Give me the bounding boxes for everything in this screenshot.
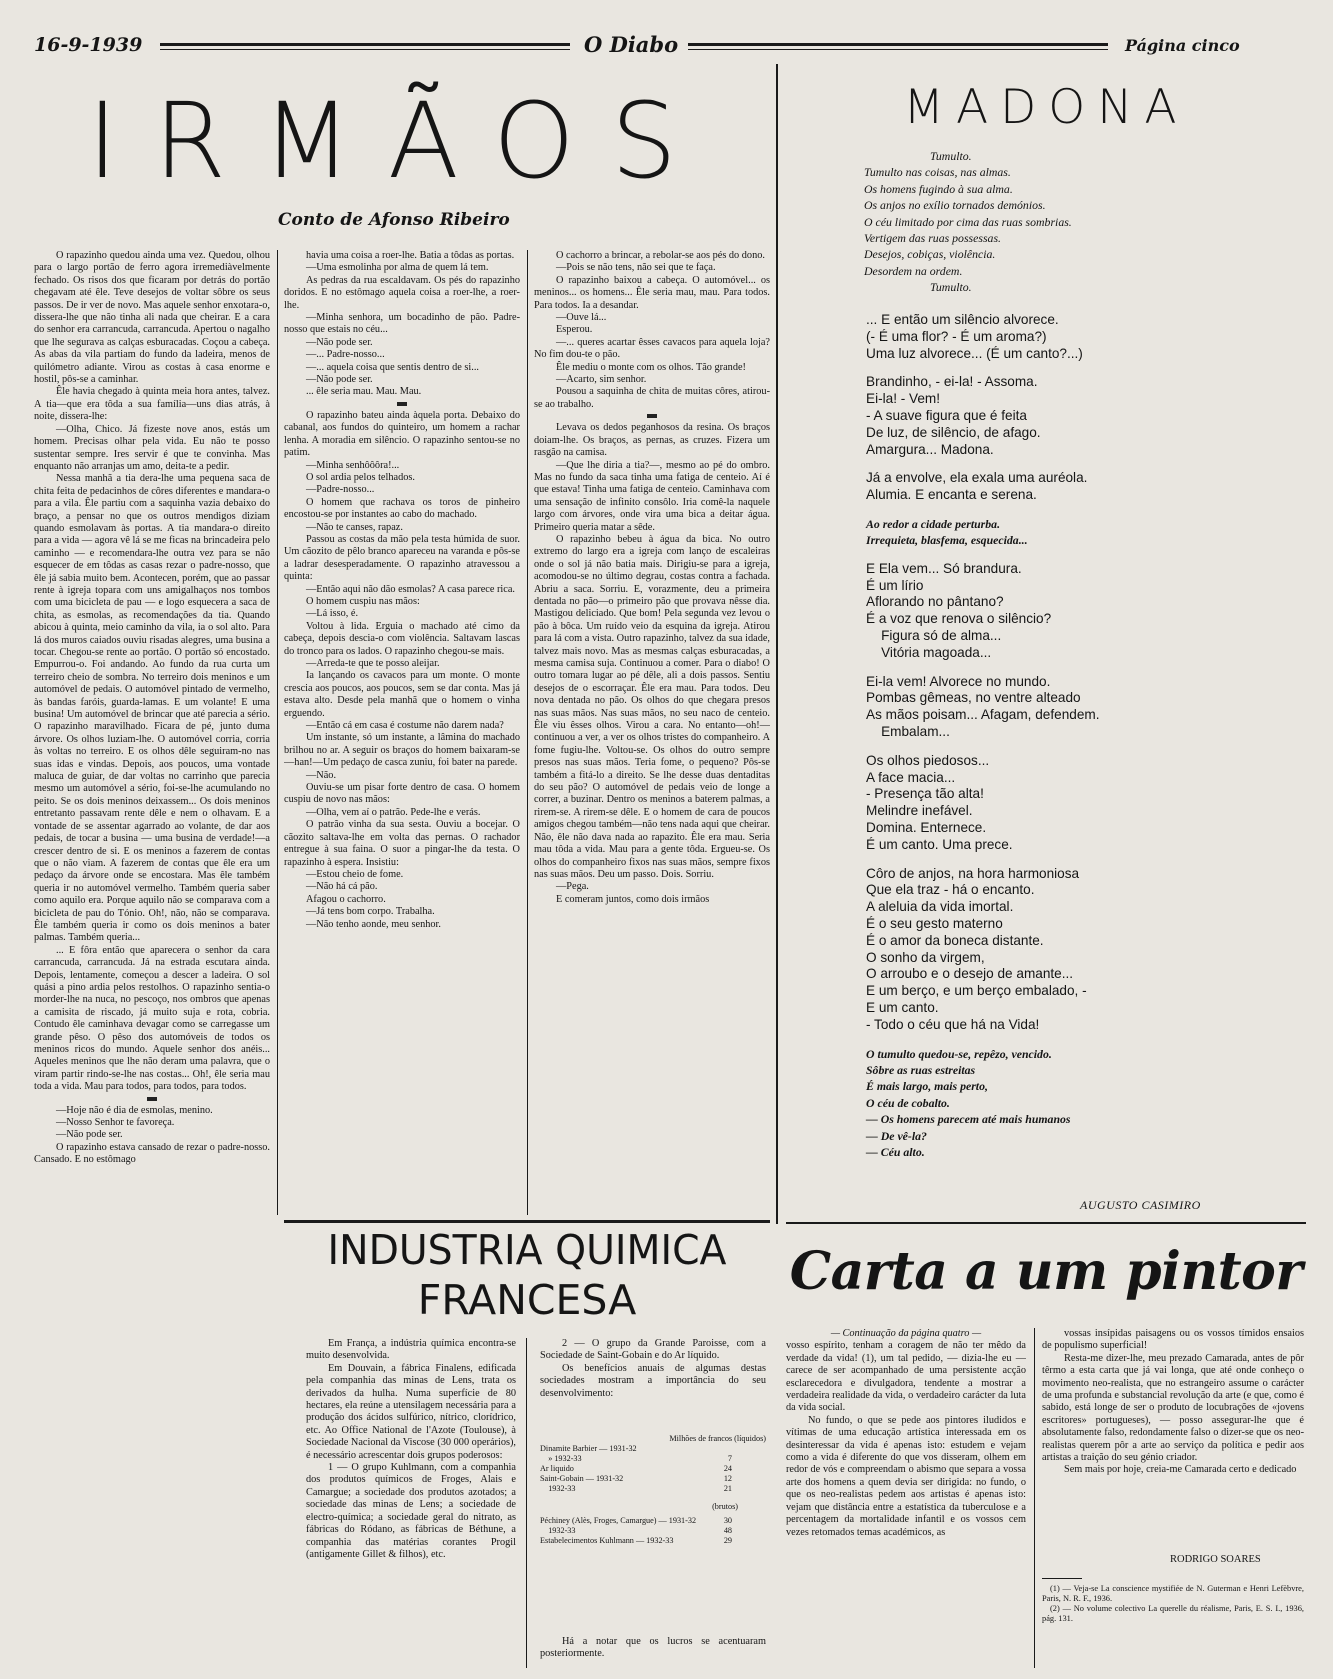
- verse-line: - A suave figura que é feita: [866, 407, 1027, 423]
- madona-author: AUGUSTO CASIMIRO: [1080, 1198, 1201, 1212]
- verse-line: Irrequieta, blasfema, esquecida...: [866, 533, 1028, 548]
- verse-line: É a voz que renova o silêncio?: [866, 611, 1052, 627]
- paragraph: —Não tenho aonde, meu senhor.: [306, 918, 441, 930]
- stanza: [866, 516, 1306, 549]
- footnote: (1) — Veja-se La conscience mystifiée de N. Guterman e Henri Lefèbvre, Paris, N. R. F., 1936.: [1042, 1584, 1304, 1603]
- table-row: [540, 1454, 766, 1464]
- row-label: Ar liquido: [540, 1464, 574, 1473]
- carta-footnotes: [1042, 1584, 1304, 1624]
- verse-line: Aflorando no pântano?: [866, 594, 1004, 610]
- verse-line: — Os homens parecem até mais humanos: [866, 1112, 1071, 1127]
- verse-line: É o amor da boneca distante.: [866, 932, 1044, 948]
- carta-signature: RODRIGO SOARES: [1170, 1554, 1261, 1565]
- verse-line: Côro de anjos, na hora harmoniosa: [866, 865, 1080, 881]
- verse-line: Que ela traz - há o encanto.: [866, 882, 1035, 898]
- paragraph: —Hoje não é dia de esmolas, menino.: [56, 1104, 213, 1116]
- row-value: 48: [723, 1526, 732, 1535]
- paragraph: —Minha senhôôôra!...: [306, 459, 400, 471]
- verse-line: É mais largo, mais perto,: [866, 1079, 988, 1094]
- paragraph: —... queres acartar êsses cavacos para aquela loja? No fim dou-te o pão.: [534, 336, 770, 361]
- stanza: [866, 1046, 1306, 1161]
- row-label: Estabelecimentos Kuhlmann — 1932-33: [540, 1536, 674, 1545]
- verse-line: E Ela vem... Só brandura.: [866, 560, 1022, 576]
- verse-line: Uma luz alvorece... (É um canto?...): [866, 345, 1083, 361]
- paragraph: havia uma coisa a roer-lhe. Batia a tôdas as portas.: [306, 250, 515, 261]
- vertical-divider: [776, 64, 778, 1224]
- verse-line: O sonho da virgem,: [866, 949, 985, 965]
- carta-column-2: [1042, 1328, 1304, 1608]
- verse-line: E um canto.: [866, 999, 939, 1015]
- paragraph: O rapazinho baixou a cabeça. O automóvel... os meninos... os homens... Êle seria mau, mau. Para todos. Para todos. Ia a desandar.: [534, 274, 770, 311]
- paragraph: vosso espírito, tenham a coragem de não ter mêdo da verdade da vida! (1), um tal pedido, — dizia-lhe eu — carece de ser acompanhado de uma persistente acção esclarecedora e divulgadora, tendente a mostrar a verdadeira realidade da vida, o verdadeiro carácter da luta da vida social.: [786, 1340, 1026, 1414]
- verse-line: Tumulto.: [930, 149, 972, 163]
- section-separator: [397, 402, 407, 406]
- paragraph: —Pega.: [556, 881, 589, 893]
- verse-line: E um berço, e um berço embalado, -: [866, 983, 1087, 999]
- verse-line: Domina. Enternece.: [866, 819, 987, 835]
- verse-line: Tumulto.: [930, 280, 972, 295]
- verse-line: Pombas gêmeas, no ventre alteado: [866, 690, 1081, 706]
- paragraph: —Não pode ser.: [306, 336, 373, 348]
- industria-column-2: [540, 1338, 766, 1448]
- paragraph: —Acarto, sim senhor.: [556, 374, 647, 386]
- industria-footer: [540, 1636, 766, 1666]
- verse-line: - Presença tão alta!: [866, 786, 984, 802]
- industria-title-line1: INDUSTRIA QUIMICA: [327, 1226, 727, 1274]
- industria-top-rule: [284, 1220, 770, 1223]
- paragraph: No fundo, o que se pede aos pintores iludidos e vítimas de uma educação artística interessada em os desinteressar da vida é apenas isto: estudem e vejam como a vida é diferente do que vos disseram, olhem em redor de vós e compreendam o abismo que separa a vossa arte dos homens a quem devia ser dirigida: no fundo, o que os neo-realistas pedem aos artistas é apenas isto: vejam que distância entre a estatística da tuberculose e a percentagem da mortalidade infantil e os vossos cem vezes retomados temas académicos, as: [786, 1414, 1026, 1538]
- masthead-title: O Diabo: [584, 32, 679, 57]
- verse-line: — De vê-la?: [866, 1128, 927, 1143]
- paragraph: —Padre-nosso...: [306, 484, 375, 496]
- carta-top-rule: [786, 1222, 1306, 1224]
- madona-intro-stanza: [864, 148, 1304, 296]
- verse-line: O céu limitado por cima das ruas sombrias.: [864, 214, 1072, 229]
- paragraph: —Lá isso, é.: [306, 608, 359, 620]
- verse-line: Ei-la vem! Alvorece no mundo.: [866, 673, 1051, 689]
- paragraph: —Então aqui não dão esmolas? A casa parece rica.: [306, 583, 515, 595]
- row-value: [732, 1444, 766, 1454]
- paragraph: —Uma esmolinha por alma de quem lá tem.: [306, 262, 489, 274]
- paragraph: —Não pode ser.: [56, 1129, 123, 1141]
- notes-rule: [1042, 1578, 1082, 1579]
- stanza: [866, 470, 1306, 504]
- header-rule-right: [688, 43, 1108, 46]
- paragraph: Afagou o cachorro.: [306, 893, 386, 905]
- paragraph: —Então cá em casa é costume não darem nada?: [306, 720, 504, 732]
- paragraph: Voltou à lida. Erguia o machado até cimo da cabeça, depois descia-o com violência. Saltavam lascas do tronco para os lados. O rapazinho chegou-se mais.: [284, 620, 520, 657]
- verse-line: Ei-la! - Vem!: [866, 391, 941, 407]
- row-label: » 1932-33: [540, 1454, 582, 1463]
- table-row: [540, 1516, 766, 1526]
- paragraph: —Não pode ser.: [306, 374, 373, 386]
- paragraph: Levava os dedos peganhosos da resina. Os braços doiam-lhe. Os braços, as pernas, as cruzes. Fizera um rasgão na camisa.: [534, 422, 770, 459]
- verse-line: ... E então um silêncio alvorece.: [866, 312, 1059, 327]
- paragraph: —... aquela coisa que sentis dentro de si...: [306, 361, 480, 373]
- paragraph: Pousou a saquinha de chita de muitas côres, atirou-se ao trabalho.: [534, 386, 770, 410]
- continuation-note: — Continuação da página quatro —: [830, 1328, 982, 1339]
- verse-line: É o seu gesto materno: [866, 915, 1003, 931]
- paragraph: O homem cuspiu nas mãos:: [306, 595, 420, 607]
- paragraph: Ia lançando os cavacos para um monte. O monte crescia aos poucos, aos poucos, sem se dar conta. Mas já estava alto. Desde pela manhã que o homem o vinha erguendo.: [284, 670, 520, 719]
- row-value: 21: [723, 1484, 732, 1493]
- row-label: Péchiney (Alès, Froges, Camargue) — 1931-32: [540, 1516, 697, 1525]
- paragraph: O cachorro a brincar, a rebolar-se aos pés do dono.: [556, 250, 765, 261]
- paragraph: —... Padre-nosso...: [306, 349, 385, 361]
- verse-line: - Todo o céu que há na Vida!: [866, 1016, 1040, 1032]
- paragraph: Esperou.: [556, 324, 593, 336]
- paragraph: As pedras da rua escaldavam. Os pés do rapazinho doridos. E no estômago aquela coisa a roer-lhe, a roer-lhe.: [284, 274, 520, 311]
- paragraph: —Não há cá pão.: [306, 881, 378, 893]
- table-row: [540, 1526, 766, 1536]
- verse-line: Já a envolve, ela exala uma auréola.: [866, 470, 1088, 486]
- paragraph: Em França, a indústria química encontra-se muito desenvolvida.: [306, 1338, 516, 1362]
- verse-line: Alumia. E encanta e serena.: [866, 487, 1037, 503]
- paragraph: E comeram juntos, como dois irmãos: [556, 893, 710, 905]
- madona-title: MADONA: [903, 80, 1189, 135]
- verse-line: A aleluia da vida imortal.: [866, 899, 1014, 915]
- industria-profits-table: [540, 1434, 766, 1546]
- verse-line: Os anjos no exílio tornados demónios.: [864, 198, 1046, 213]
- verse-line: Desordem na ordem.: [864, 263, 963, 278]
- table-subheader: (brutos): [712, 1502, 738, 1511]
- madona-verses: [866, 312, 1306, 1172]
- paragraph: O patrão vinha da sua sesta. Ouviu a bocejar. O cãozito saltava-lhe em volta das pernas. O rachador entregue à sua faina. O suor a pingar-lhe da testa. O rapazinho à espera. Insistiu:: [284, 819, 520, 868]
- paragraph: Sem mais por hoje, creia-me Camarada certo e dedicado: [1064, 1464, 1297, 1476]
- industria-column-1: [306, 1338, 516, 1668]
- paragraph: Êle mediu o monte com os olhos. Tão grande!: [556, 361, 746, 373]
- column-rule: [527, 250, 528, 1215]
- carta-column-1: [786, 1328, 1026, 1668]
- row-label: 1932-33: [540, 1526, 576, 1535]
- row-label: Saint-Gobain — 1931-32: [540, 1474, 624, 1483]
- page-number: Página cinco: [1125, 36, 1240, 55]
- paragraph: —Nosso Senhor te favoreça.: [56, 1117, 175, 1129]
- paragraph: Em Douvain, a fábrica Finalens, edificada pela companhia das minas de Lens, trata os derivados da hulha. Numa superfície de 80 hectares, ela reúne a utensilagem necessária para a produção dos ácidos sulfúrico, nítrico, clorídrico, etc. Ao Office National de l'Azote (Toulouse), à Sociedade Nacional da Viscose (30 000 operários), é necessário acrescentar dois grupos poderosos:: [306, 1362, 516, 1461]
- verse-line: É um lírio: [866, 577, 924, 593]
- section-separator: [647, 414, 657, 418]
- footnote: (2) — No volume colectivo La querelle du réalisme, Paris, E. S. I., 1936, pág. 131.: [1042, 1604, 1304, 1623]
- paragraph: —Não te canses, rapaz.: [306, 521, 403, 533]
- verse-line: Vertigem das ruas possessas.: [864, 231, 1001, 246]
- verse-line: O arroubo e o desejo de amante...: [866, 966, 1074, 982]
- industria-footer-text: Há a notar que os lucros se acentuaram posteriormente.: [540, 1636, 766, 1660]
- verse-line: Sôbre as ruas estreitas: [866, 1062, 976, 1077]
- row-label: 1932-33: [540, 1484, 576, 1493]
- verse-line: Ao redor a cidade perturba.: [866, 516, 1001, 531]
- irmaos-byline: Conto de Afonso Ribeiro: [278, 210, 510, 230]
- paragraph: —Pois se não tens, não sei que te faça.: [556, 262, 716, 274]
- verse-line: Melindre inefável.: [866, 803, 973, 819]
- paragraph: —Não.: [306, 769, 337, 781]
- verse-line: — Céu alto.: [866, 1144, 925, 1159]
- verse-line: Amargura... Madona.: [866, 441, 994, 457]
- verse-line: Embalam...: [866, 723, 950, 739]
- irmaos-column-1: [34, 250, 270, 1670]
- stanza: [866, 866, 1306, 1034]
- paragraph: Nessa manhã a tia dera-lhe uma pequena saca de chita feita de pedacinhos de côres diferentes e mandara-o para a vila. Êle partiu com a saquinha vazia debaixo do braço, a pensar no que os outros mendigos diziam quando esmolavam às portas. A tia mandara-o direito para a vida — agora vê lá se me ficas na brincadeira pelo caminho — e recomendara-lhe outra vez para se não esquecer de em tôdas as casas rezar o padre-nosso, que êle já sabia muito bem. Acontecen, porém, que ao passar rente à igreja topara com uns amigalhaços nos tombos com uma bicicleta de pau — e logo esquecera a saca de chita, as esmolas, as recomendações da tia. Quando abicou à quinta, meio caminho da vila, ia o sol alto. Para lá dos muros caiados ouviu risadas alegres, uma busina a tocar. Chegou-se rente ao portão. O portão só encostado. Empurrou-o. Foi andando. Ao fundo da rua curta um terreiro cheio de sombra. No terreiro dois meninos e um automóvel de pedais. O automóvel pintado de vermelho, às bandas faróis, guarda-lamas. E um volante! E uma busina! Um automóvel de brincar que até parecia a sério. O rapazinho maravilhado. Ficara de pé, junto duma árvore. Os olhos luziam-lhe. O automóvel corria, corria às voltas no terreiro. E os olhos dêle seguiram-no nas suas idas e vindas. Depois, aos poucos, uma vontade maluca de guiar, de dar voltas no carrinho que parecia mesmo um automóvel a sério, foi-se-lhe acumulando no peito. Se os dois meninos deixassem... Os dois meninos entretanto passavam rente dêle e nem o olhavam. E a vontade de se assentar agarrado ao volante, de dar aos pedais, de tocar a busina — uma busina de verdade!—a crescer dentro de si. E os meninos a fazerem de contas que o não viam. A fazerem de contas que êle era um pedaço da árvore onde se encostara. Mas êle também queria ir no automóvel vermelho. Também queria saber como aquilo era. Porque aquilo não se comparava com a bicicleta de pau do Tónio. Oh!, não, não se comparava. Êle também queria ir como os dois meninos a bater palmas. Também queria...: [34, 473, 270, 944]
- verse-line: A face macia...: [866, 769, 956, 785]
- table-row: [540, 1474, 766, 1484]
- stanza: [866, 561, 1306, 662]
- header-rule-right-thin: [688, 49, 1108, 50]
- paragraph: ... E fôra então que aparecera o senhor da cara carrancuda, carrancuda. Já na estrada escutara ainda. Depois, lentamente, começou a descer a ladeira. O sol quási a pino ardia pelos restolhos. O rapazinho sentia-o morder-lhe na nuca, no pescoço, nos ombros que apenas a camisita de riscado, já muito suja e rota, cobria. Contudo êle caminhava devagar como se carregasse um grande pêso. O pêso dos automóveis de todos os meninos ricos do mundo. Aquele senhor dos anéis... Aqueles meninos que lhe não deram uma palavra, que o viram partir rindo-se-lhe nas costas... Oh!, êle seria mau toda a vida. Mau para todos, para todos, para todos.: [34, 944, 270, 1093]
- verse-line: As mãos poisam... Afagam, defendem.: [866, 707, 1100, 723]
- column-rule: [277, 250, 278, 1215]
- irmaos-column-3: [534, 250, 770, 1216]
- verse-line: Desejos, cobiças, violência.: [864, 247, 996, 262]
- irmaos-title: IRMÃOS: [87, 80, 713, 202]
- paragraph: Ouviu-se um pisar forte dentro de casa. O homem cuspiu de novo nas mãos:: [284, 782, 520, 806]
- paragraph: —Que lhe diria a tia?—, mesmo ao pé do ombro. Mas no fundo da saca tinha uma fatiga de centeio. Aí é que estava! Tinha uma fatiga de centeio. Caminhava com uma sensação de infinito consôlo. Iria comê-la naquele largo com árvores, onde vira uma bica a deitar água. Primeiro queria matar a sêde.: [534, 459, 770, 533]
- row-value: 24: [723, 1464, 732, 1473]
- paragraph: 1 — O grupo Kuhlmann, com a companhia dos produtos químicos de Froges, Alais e Camargue; a sociedade dos produtos azotados; a sociedade das minas de Lens; a sociedade de electro-química; a sociedade geral do nitrato, as fábricas do Ródano, as fábricas de Béthune, a companhia das matérias corantes Progil (antigamente Gillet & filhos), etc.: [306, 1462, 516, 1560]
- paragraph: vossas insípidas paisagens ou os vossos tímidos ensaios de populismo superficial!: [1042, 1328, 1304, 1352]
- verse-line: Vitória magoada...: [866, 644, 992, 660]
- stanza: [866, 374, 1306, 458]
- header-rule-left: [160, 43, 570, 46]
- header-date: 16-9-1939: [34, 34, 143, 56]
- verse-line: Os olhos piedosos...: [866, 752, 990, 768]
- verse-line: (- É uma flor? - É um aroma?): [866, 328, 1047, 344]
- paragraph: —Ouve lá...: [556, 312, 607, 324]
- stanza: [866, 674, 1306, 741]
- stanza: [866, 753, 1306, 854]
- verse-line: Figura só de alma...: [866, 627, 1002, 643]
- row-label: Dinamite Barbier — 1931-32: [540, 1444, 637, 1453]
- section-separator: [147, 1097, 157, 1101]
- paragraph: 2 — O grupo da Grande Paroisse, com a Sociedade de Saint-Gobain e do Ar líquido.: [540, 1338, 766, 1362]
- paragraph: Os benefícios anuais de algumas destas sociedades mostram a importância do seu desenvolvimento:: [540, 1362, 766, 1399]
- paragraph: —Minha senhora, um bocadinho de pão. Padre-nosso que estais no céu...: [284, 312, 520, 336]
- table-row: [540, 1536, 766, 1546]
- paragraph: —Olha, Chico. Já fizeste nove anos, estás um homem. Precisas olhar pela vida. Eu não te posso sustentar sempre. Ires servir é que te convinha. Mas enquanto não arranjas um amo, deita-te a pedir.: [34, 423, 270, 472]
- row-value: 12: [723, 1474, 732, 1483]
- column-rule: [1034, 1328, 1035, 1668]
- paragraph: O rapazinho bateu ainda àquela porta. Debaixo do cabanal, aos fundos do quinteiro, um homem a rachar lenha. A moradia em silêncio. O rapazinho sentou-se no patim.: [284, 409, 520, 459]
- verse-line: Brandinho, - ei-la! - Assoma.: [866, 374, 1038, 390]
- stanza: [866, 312, 1306, 362]
- verse-line: O tumulto quedou-se, repêzo, vencido.: [866, 1046, 1052, 1061]
- paragraph: —Olha, vem aí o patrão. Pede-lhe e verás.: [306, 806, 481, 818]
- paragraph: Resta-me dizer-lhe, meu prezado Camarada, antes de pôr têrmo a esta carta que já vai longa, que até onde conheço o movimento neo-realista, que no estrangeiro assume o carácter de uma profunda e substancial revolução da arte (e que, como é sabido, está longe de ser o produto de locubrações de «jovens escritores» portugueses), — posso assegurar-lhe que é absolutamente falso, redondamente falso o dizer-se que os neo-realistas querem pôr a arte ao serviço da política e pedir aos artistas a traição do seu génio criador.: [1042, 1352, 1304, 1464]
- madona-poem: [864, 148, 1304, 296]
- verse-line: Tumulto nas coisas, nas almas.: [864, 165, 1011, 180]
- column-rule: [526, 1338, 527, 1668]
- paragraph: O sol ardia pelos telhados.: [306, 471, 415, 483]
- row-value: 7: [727, 1454, 732, 1463]
- paragraph: ... êle seria mau. Mau. Mau.: [306, 386, 422, 398]
- carta-title: Carta a um pintor: [789, 1241, 1303, 1302]
- paragraph: Êle havia chegado à quinta meia hora antes, talvez. A tia—que era tôda a sua família—uns dias atrás, à noite, dissera-lhe:: [34, 386, 270, 423]
- paragraph: O rapazinho estava cansado de rezar o padre-nosso. Cansado. E no estômago: [34, 1141, 270, 1166]
- paragraph: O rapazinho quedou ainda uma vez. Quedou, olhou para o largo portão de ferro agora irremediàvelmente fechado. Os risos dos que ficaram por detrás do portão chegavam até êle. Teve desejos de voltar sôbre os seus passos. De ir ver de novo. Mas aquele senhor enxotara-o, dissera-lhe que não tinha ali nada que cheirar. E a cara do senhor era carrancuda, carrancuda. Apertou o nagalho que lhe segurava as calças esburacadas. Coçou a cabeça. As abas da vila partiam do fundo da ladeira, menos de quilómetro adiante. Virou as costas à casa enorme e hostil, pôs-se a caminhar.: [34, 250, 270, 386]
- header-rule-left-thin: [160, 49, 570, 50]
- verse-line: De luz, de silêncio, de afago.: [866, 424, 1041, 440]
- industria-title-line2: FRANCESA: [417, 1276, 637, 1324]
- irmaos-column-2: [284, 250, 520, 1216]
- table-row: [540, 1464, 766, 1474]
- row-value: 30: [723, 1516, 732, 1525]
- verse-line: Os homens fugindo à sua alma.: [864, 181, 1013, 196]
- paragraph: —Já tens bom corpo. Trabalha.: [306, 906, 435, 918]
- paragraph: —Arreda-te que te posso aleijar.: [306, 658, 440, 669]
- row-value: 29: [723, 1536, 732, 1545]
- paragraph: O homem que rachava os toros de pinheiro encostou-se por instantes ao cabo do machado.: [284, 496, 520, 521]
- paragraph: —Estou cheio de fome.: [306, 868, 404, 880]
- verse-line: É um canto. Uma prece.: [866, 836, 1013, 852]
- verse-line: O céu de cobalto.: [866, 1095, 950, 1110]
- table-row: [540, 1444, 766, 1454]
- paragraph: O rapazinho bebeu à água da bica. No outro extremo do largo era a igreja com lanço de escaleiras onde o sol já não batia mais. Dirigiu-se para a igreja, acomodou-se no último degrau, costas contra a fachada. Abriu a saca. Sorriu. E, vorazmente, deu a primeira dentada no pão—o primeiro pão que provava nêsse dia. Mastigou deliciado. Que bom! Pela segunda vez levou o pão à bôca. Um ruído veio da esquina da igreja. Atirou para lá com a vista. Outro rapazinho, talvez da sua idade, talvez mais novo. Mas as mesmas calças esburacadas, a mesma camisa suja. Continuou a comer. Para o diabo! O outro tomara lugar ao pé dêle, ali a dois passos. Sentiu desejos de o escorraçar. Êle era mau. Para todos. Deu nova dentada no pão. Os olhos do que chegara presos nas suas mãos. Nas suas mãos, no seu naco de centeio. Êle viu êsses olhos. Virou a cara. No entanto—oh!—continuou a ver, a ver os olhos tristes do companheiro. A fome fugiu-lhe. Voltou-se. Os olhos do outro sempre presos nas suas mãos. Teria fome, o pequeno? Pôs-se também a fitá-lo a direito. Se lhe desse duas dentaditas do seu pão? O automóvel de pedais veio de longe a correr, a buzinar. Dentro os meninos a baterem palmas, a rirem-se. A rirem-se dêle. E o homem de cara de poucos amigos chegou também—não tens nada aqui que cheirar. Não, êle não dava nada ao rapazito. Êle era mau. Seria mau tôda a vida. Mau para a gente tôda. Ergueu-se. Os olhos do companheiro fixos nas suas mãos, sempre fixos nas suas mãos. Deu um passo. Dois. Sorriu.: [534, 533, 770, 880]
- table-row: [540, 1484, 766, 1494]
- table-header: Milhões de francos (líquidos): [669, 1434, 766, 1443]
- paragraph: Passou as costas da mão pela testa húmida de suor. Um cãozito de pêlo branco apareceu na varanda e pôs-se a ladrar desesperadamente. O rapazinho atravessou a quinta:: [284, 533, 520, 583]
- paragraph: Um instante, só um instante, a lâmina do machado brilhou no ar. A seguir os braços do homem baixaram-se—han!—Um pedaço de casca zuniu, foi bater na parede.: [284, 732, 520, 769]
